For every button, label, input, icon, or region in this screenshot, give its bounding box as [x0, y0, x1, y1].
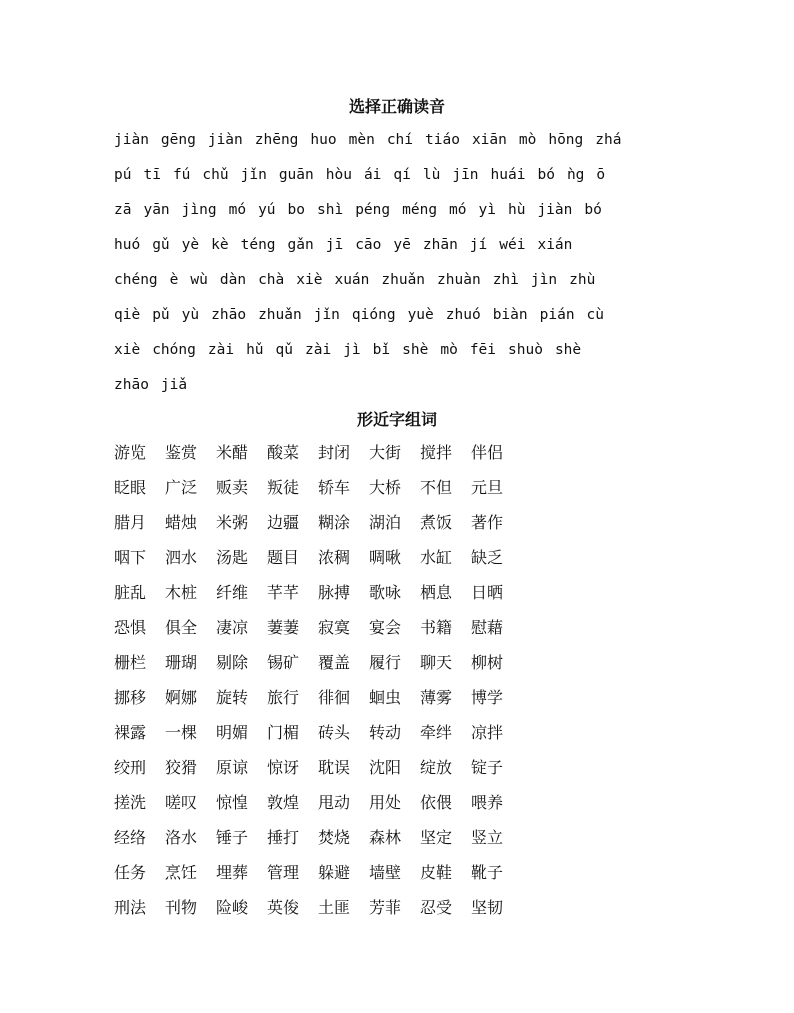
- pinyin-syllable: kè: [211, 237, 229, 253]
- word-item: 洛水: [165, 828, 198, 847]
- pinyin-syllable: huó: [114, 237, 141, 253]
- pinyin-syllable: zhuó: [445, 307, 481, 323]
- pinyin-list: [114, 128, 694, 408]
- word-row: [114, 510, 534, 545]
- pinyin-syllable: zhāo: [114, 377, 149, 393]
- word-item: 蜡烛: [165, 513, 198, 532]
- pinyin-syllable: mó: [449, 202, 467, 218]
- word-item: 砖头: [318, 723, 351, 742]
- pinyin-syllable: pú: [114, 167, 132, 183]
- pinyin-syllable: hǔ: [246, 342, 264, 358]
- word-item: 蛔虫: [369, 688, 402, 707]
- word-item: 绽放: [420, 758, 453, 777]
- word-row: [114, 440, 534, 475]
- word-item: 甩动: [318, 793, 351, 812]
- word-item: 履行: [369, 653, 402, 672]
- pinyin-syllable: yē: [393, 237, 411, 253]
- word-item: 博学: [471, 688, 504, 707]
- word-item: 缺乏: [471, 548, 504, 567]
- word-item: 焚烧: [318, 828, 351, 847]
- pinyin-syllable: ǹg: [566, 167, 585, 183]
- word-item: 水缸: [420, 548, 453, 567]
- word-item: 耽误: [318, 758, 351, 777]
- pinyin-syllable: yì: [478, 202, 496, 218]
- pinyin-line: [114, 303, 694, 338]
- word-item: 坚韧: [471, 898, 504, 917]
- pinyin-syllable: huo: [310, 132, 337, 148]
- word-item: 坚定: [420, 828, 453, 847]
- word-item: 芊芊: [267, 583, 300, 602]
- word-item: 伴侣: [471, 443, 504, 462]
- pinyin-syllable: pián: [539, 307, 575, 323]
- word-item: 大街: [369, 443, 402, 462]
- word-item: 著作: [471, 513, 504, 532]
- word-item: 墙壁: [369, 863, 402, 882]
- pinyin-syllable: gǎn: [287, 237, 314, 253]
- word-item: 慰藉: [471, 618, 504, 637]
- word-row: [114, 755, 534, 790]
- pinyin-syllable: xiè: [114, 342, 141, 358]
- word-item: 锭子: [471, 758, 504, 777]
- pinyin-syllable: jī: [325, 237, 344, 253]
- pinyin-syllable: bó: [584, 202, 602, 218]
- pinyin-syllable: jiàn: [114, 132, 149, 148]
- word-item: 喂养: [471, 793, 504, 812]
- pinyin-line: [114, 373, 694, 408]
- word-item: 木桩: [165, 583, 198, 602]
- pinyin-syllable: wéi: [499, 237, 526, 253]
- word-item: 用处: [369, 793, 402, 812]
- pinyin-syllable: qǔ: [275, 342, 293, 358]
- pinyin-syllable: wù: [190, 272, 208, 288]
- word-item: 萋萋: [267, 618, 300, 637]
- word-item: 惊惶: [216, 793, 249, 812]
- word-item: 歌咏: [369, 583, 402, 602]
- pinyin-syllable: shè: [402, 342, 429, 358]
- pinyin-syllable: fú: [172, 167, 191, 183]
- word-row: [114, 860, 534, 895]
- word-item: 锤子: [216, 828, 249, 847]
- pinyin-syllable: jiǎ: [160, 377, 188, 393]
- word-item: 刑法: [114, 898, 147, 917]
- word-item: 锡矿: [267, 653, 300, 672]
- word-item: 题目: [267, 548, 300, 567]
- word-item: 珊瑚: [165, 653, 198, 672]
- pinyin-syllable: téng: [240, 237, 276, 253]
- word-item: 大桥: [369, 478, 402, 497]
- pinyin-syllable: zhì: [492, 272, 519, 288]
- word-item: 刊物: [165, 898, 198, 917]
- word-item: 埋葬: [216, 863, 249, 882]
- word-item: 管理: [267, 863, 300, 882]
- word-row: [114, 825, 534, 860]
- word-item: 婀娜: [165, 688, 198, 707]
- word-item: 啁啾: [369, 548, 402, 567]
- pinyin-syllable: jì: [343, 342, 361, 358]
- pinyin-syllable: xiè: [296, 272, 323, 288]
- word-item: 糊涂: [318, 513, 351, 532]
- pinyin-syllable: jìn: [530, 272, 558, 288]
- word-item: 封闭: [318, 443, 351, 462]
- pinyin-syllable: péng: [355, 202, 391, 218]
- word-item: 恐惧: [114, 618, 147, 637]
- word-item: 轿车: [318, 478, 351, 497]
- word-item: 裸露: [114, 723, 147, 742]
- word-item: 明媚: [216, 723, 249, 742]
- word-item: 酸菜: [267, 443, 300, 462]
- pinyin-syllable: zhù: [569, 272, 596, 288]
- pinyin-syllable: chǔ: [202, 167, 229, 183]
- pinyin-syllable: è: [169, 272, 179, 288]
- word-item: 凉拌: [471, 723, 504, 742]
- word-item: 叛徒: [267, 478, 300, 497]
- pinyin-syllable: bo: [287, 202, 305, 218]
- pinyin-syllable: jiàn: [537, 202, 573, 218]
- word-item: 鉴赏: [165, 443, 198, 462]
- pinyin-syllable: zhāo: [211, 307, 247, 323]
- pinyin-syllable: zhān: [422, 237, 458, 253]
- word-item: 搓洗: [114, 793, 147, 812]
- word-item: 薄雾: [420, 688, 453, 707]
- pinyin-syllable: shè: [554, 342, 582, 358]
- pinyin-syllable: bó: [537, 167, 555, 183]
- pinyin-syllable: jīn: [452, 167, 479, 183]
- word-item: 栅栏: [114, 653, 147, 672]
- pinyin-syllable: jǐn: [313, 307, 340, 323]
- word-row: [114, 720, 534, 755]
- word-item: 依偎: [420, 793, 453, 812]
- word-item: 靴子: [471, 863, 504, 882]
- pinyin-syllable: mèn: [348, 132, 375, 148]
- word-item: 游览: [114, 443, 147, 462]
- pinyin-syllable: xiān: [471, 132, 507, 148]
- word-item: 聊天: [420, 653, 453, 672]
- pinyin-syllable: yù: [181, 307, 200, 323]
- word-row: [114, 615, 534, 650]
- pinyin-syllable: zā: [114, 202, 132, 218]
- word-item: 搅拌: [420, 443, 453, 462]
- word-grid: [114, 440, 534, 930]
- pinyin-syllable: zài: [207, 342, 235, 358]
- word-item: 泗水: [165, 548, 198, 567]
- word-item: 烹饪: [165, 863, 198, 882]
- pinyin-syllable: qióng: [351, 307, 396, 323]
- pinyin-syllable: dàn: [219, 272, 247, 288]
- word-item: 汤匙: [216, 548, 249, 567]
- pinyin-syllable: huái: [490, 167, 526, 183]
- word-item: 覆盖: [318, 653, 351, 672]
- word-item: 沈阳: [369, 758, 402, 777]
- pinyin-line: [114, 268, 694, 303]
- word-item: 经络: [114, 828, 147, 847]
- pinyin-syllable: shuò: [508, 342, 543, 358]
- word-item: 原谅: [216, 758, 249, 777]
- pinyin-line: [114, 338, 694, 373]
- pinyin-syllable: chí: [386, 132, 414, 148]
- pinyin-syllable: mò: [440, 342, 458, 358]
- word-row: [114, 650, 534, 685]
- word-item: 剔除: [216, 653, 249, 672]
- pinyin-syllable: zài: [305, 342, 332, 358]
- word-item: 栖息: [420, 583, 453, 602]
- pinyin-syllable: yè: [181, 237, 200, 253]
- word-item: 挪移: [114, 688, 147, 707]
- word-item: 嗟叹: [165, 793, 198, 812]
- word-row: [114, 685, 534, 720]
- pinyin-syllable: qiè: [114, 307, 141, 323]
- word-item: 英俊: [267, 898, 300, 917]
- word-item: 不但: [420, 478, 453, 497]
- word-row: [114, 895, 534, 930]
- pinyin-line: [114, 198, 694, 233]
- word-item: 芳菲: [369, 898, 402, 917]
- word-item: 纤维: [216, 583, 249, 602]
- pinyin-syllable: zhēng: [254, 132, 299, 148]
- word-item: 牵绊: [420, 723, 453, 742]
- word-item: 书籍: [420, 618, 453, 637]
- word-item: 皮鞋: [420, 863, 453, 882]
- word-item: 徘徊: [318, 688, 351, 707]
- word-item: 米醋: [216, 443, 249, 462]
- word-item: 绞刑: [114, 758, 147, 777]
- pinyin-syllable: chóng: [152, 342, 196, 358]
- word-item: 躲避: [318, 863, 351, 882]
- pinyin-syllable: cāo: [355, 237, 382, 253]
- pinyin-syllable: ái: [363, 167, 382, 183]
- pinyin-syllable: shì: [317, 202, 344, 218]
- pinyin-syllable: hōng: [548, 132, 584, 148]
- pinyin-syllable: xuán: [334, 272, 370, 288]
- word-item: 惊讶: [267, 758, 300, 777]
- pinyin-section-title: 选择正确读音: [348, 97, 445, 116]
- pinyin-syllable: lù: [422, 167, 441, 183]
- pinyin-syllable: hòu: [325, 167, 352, 183]
- word-item: 日晒: [471, 583, 504, 602]
- pinyin-syllable: chà: [258, 272, 285, 288]
- pinyin-syllable: yān: [143, 202, 170, 218]
- word-item: 煮饭: [420, 513, 453, 532]
- word-row: [114, 475, 534, 510]
- word-item: 眨眼: [114, 478, 147, 497]
- pinyin-syllable: jiàn: [207, 132, 243, 148]
- pinyin-syllable: pǔ: [152, 307, 170, 323]
- word-item: 敦煌: [267, 793, 300, 812]
- pinyin-syllable: tiáo: [425, 132, 460, 148]
- pinyin-syllable: fēi: [469, 342, 497, 358]
- pinyin-syllable: ō: [596, 167, 606, 183]
- word-item: 任务: [114, 863, 147, 882]
- pinyin-syllable: zhuǎn: [381, 272, 426, 288]
- word-item: 贩卖: [216, 478, 249, 497]
- word-item: 土匪: [318, 898, 351, 917]
- word-item: 米粥: [216, 513, 249, 532]
- word-item: 元旦: [471, 478, 504, 497]
- pinyin-syllable: méng: [402, 202, 438, 218]
- pinyin-syllable: zhuàn: [437, 272, 481, 288]
- word-item: 门楣: [267, 723, 300, 742]
- word-item: 腊月: [114, 513, 147, 532]
- word-item: 浓稠: [318, 548, 351, 567]
- word-item: 广泛: [165, 478, 198, 497]
- word-row: [114, 790, 534, 825]
- pinyin-syllable: zhuǎn: [258, 307, 302, 323]
- word-item: 转动: [369, 723, 402, 742]
- pinyin-syllable: mò: [518, 132, 537, 148]
- pinyin-line: [114, 233, 694, 268]
- pinyin-syllable: qí: [393, 167, 411, 183]
- word-item: 边疆: [267, 513, 300, 532]
- word-item: 俱全: [165, 618, 198, 637]
- words-section-title: 形近字组词: [356, 410, 437, 429]
- pinyin-syllable: guān: [278, 167, 314, 183]
- pinyin-line: [114, 128, 694, 163]
- pinyin-line: [114, 163, 694, 198]
- word-item: 凄凉: [216, 618, 249, 637]
- word-row: [114, 545, 534, 580]
- pinyin-syllable: mó: [228, 202, 247, 218]
- pinyin-syllable: gǔ: [152, 237, 170, 253]
- pinyin-syllable: gēng: [160, 132, 196, 148]
- pinyin-syllable: hù: [507, 202, 526, 218]
- word-item: 脏乱: [114, 583, 147, 602]
- word-item: 森林: [369, 828, 402, 847]
- word-item: 脉搏: [318, 583, 351, 602]
- pinyin-syllable: bǐ: [372, 342, 391, 358]
- word-item: 旋转: [216, 688, 249, 707]
- pinyin-syllable: jǐn: [240, 167, 267, 183]
- pinyin-syllable: jìng: [181, 202, 217, 218]
- word-item: 咽下: [114, 548, 147, 567]
- pinyin-syllable: chéng: [114, 272, 158, 288]
- word-item: 竖立: [471, 828, 504, 847]
- word-item: 柳树: [471, 653, 504, 672]
- word-item: 宴会: [369, 618, 402, 637]
- word-item: 旅行: [267, 688, 300, 707]
- pinyin-syllable: yú: [258, 202, 276, 218]
- word-item: 湖泊: [369, 513, 402, 532]
- pinyin-syllable: biàn: [492, 307, 528, 323]
- pinyin-syllable: zhá: [595, 132, 622, 148]
- word-item: 寂寞: [318, 618, 351, 637]
- word-item: 忍受: [420, 898, 453, 917]
- word-item: 险峻: [216, 898, 249, 917]
- word-item: 一棵: [165, 723, 198, 742]
- pinyin-syllable: yuè: [407, 307, 434, 323]
- pinyin-syllable: tī: [143, 167, 161, 183]
- word-row: [114, 580, 534, 615]
- pinyin-syllable: xián: [537, 237, 573, 253]
- pinyin-syllable: jí: [469, 237, 488, 253]
- word-item: 狡猾: [165, 758, 198, 777]
- pinyin-syllable: cù: [586, 307, 605, 323]
- word-item: 捶打: [267, 828, 300, 847]
